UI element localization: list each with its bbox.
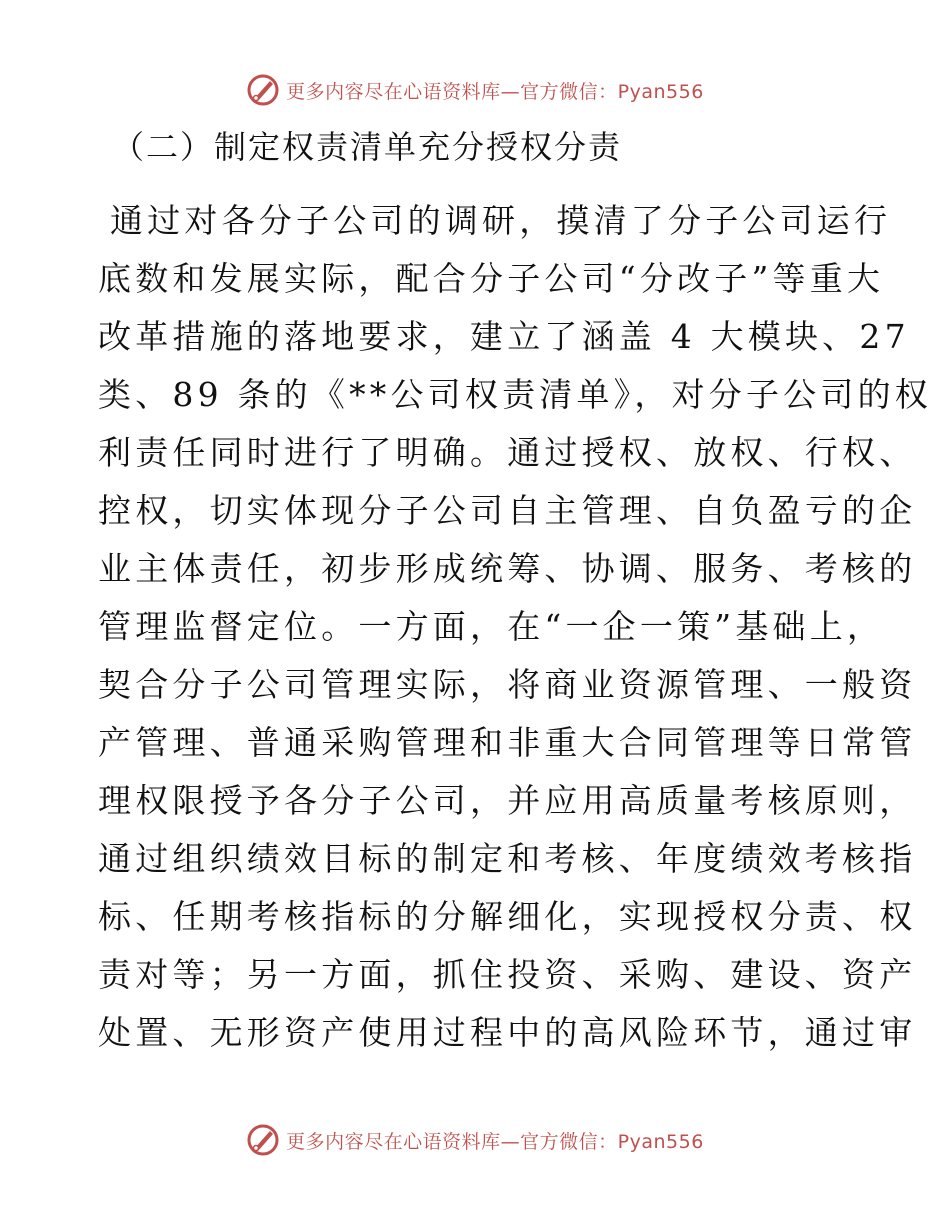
paragraph-line: 通过组织绩效目标的制定和考核、年度绩效考核指 <box>98 839 917 878</box>
paragraph-line: 管理监督定位。一方面，在“一企一策”基础上， <box>98 607 885 646</box>
paragraph-line: 利责任同时进行了明确。通过授权、放权、行权、 <box>98 433 917 472</box>
logo-icon <box>246 73 280 107</box>
paragraph-line: 契合分子公司管理实际，将商业资源管理、一般资 <box>98 665 917 704</box>
paragraph-line: 通过对各分子公司的调研，摸清了分子公司运行 <box>110 201 892 240</box>
section-heading: （二）制定权责清单充分授权分责 <box>112 128 623 166</box>
paragraph-line: 产管理、普通采购管理和非重大合同管理等日常管 <box>98 723 917 762</box>
paragraph-line: 处置、无形资产使用过程中的高风险环节，通过审 <box>98 1013 917 1052</box>
watermark-text: 更多内容尽在心语资料库—官方微信：Pyan556 <box>286 80 704 103</box>
paragraph-line: 改革措施的落地要求，建立了涵盖 4 大模块、27 <box>98 317 910 356</box>
paragraph-line: 标、任期考核指标的分解细化，实现授权分责、权 <box>98 897 917 936</box>
paragraph-line: 底数和发展实际，配合分子公司“分改子”等重大 <box>98 259 885 298</box>
paragraph-line: 业主体责任，初步形成统筹、协调、服务、考核的 <box>98 549 917 588</box>
body-paragraph <box>98 192 932 1062</box>
paragraph-line: 类、89 条的《**公司权责清单》，对分子公司的权 <box>98 375 932 414</box>
watermark-footer <box>0 1120 950 1160</box>
paragraph-line: 责对等；另一方面，抓住投资、采购、建设、资产 <box>98 955 917 994</box>
watermark-header <box>0 70 950 110</box>
watermark-text: 更多内容尽在心语资料库—官方微信：Pyan556 <box>286 1130 704 1153</box>
logo-icon <box>246 1123 280 1157</box>
paragraph-line: 控权，切实体现分子公司自主管理、自负盈亏的企 <box>98 491 917 530</box>
paragraph-line: 理权限授予各分子公司，并应用高质量考核原则， <box>98 781 917 820</box>
